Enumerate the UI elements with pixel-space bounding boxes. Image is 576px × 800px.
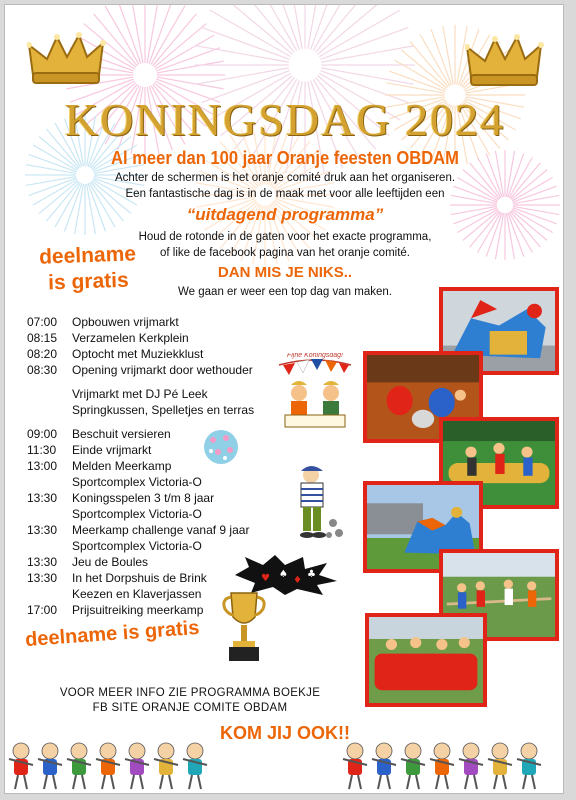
program-quote: “uitdagend programma” xyxy=(186,205,384,224)
schedule-time: 17:00 xyxy=(27,603,58,617)
schedule-time: 13:30 xyxy=(27,571,58,585)
schedule-time: 08:20 xyxy=(27,347,58,361)
intro-line: We gaan er weer een top dag van maken. xyxy=(178,286,392,298)
sack-race-photo xyxy=(365,613,487,707)
footer-info-line: FB SITE ORANJE COMITE OBDAM xyxy=(92,702,288,714)
kids-border-left xyxy=(7,737,217,794)
schedule-time: 08:15 xyxy=(27,331,58,345)
schedule-desc: Sportcomplex Victoria-O xyxy=(72,539,202,553)
schedule-desc: Melden Meerkamp xyxy=(72,459,172,473)
schedule-desc: Prijsuitreiking meerkamp xyxy=(72,603,204,617)
schedule-time: 11:30 xyxy=(27,443,57,457)
schedule-time: 13:30 xyxy=(27,491,58,505)
subtitle: Al meer dan 100 jaar Oranje feesten OBDAM xyxy=(111,148,459,168)
schedule-desc: Einde vrijmarkt xyxy=(72,443,152,457)
schedule-desc: Sportcomplex Victoria-O xyxy=(72,507,202,521)
svg-text:♦: ♦ xyxy=(293,575,302,586)
koningsdag-sign-text: Fijne Koningsdag! xyxy=(286,353,344,359)
intro-line: Houd de rotonde in de gaten voor het exacte programma, xyxy=(138,231,432,243)
schedule-time: 13:00 xyxy=(27,459,58,473)
schedule-desc: In het Dorpshuis de Brink xyxy=(72,571,207,585)
call-to-action: KOM JIJ OOK!! xyxy=(220,723,351,743)
footer-info-line: VOOR MEER INFO ZIE PROGRAMMA BOEKJE xyxy=(59,687,321,699)
schedule-desc: Keezen en Klaverjassen xyxy=(72,587,202,601)
schedule-time: 09:00 xyxy=(27,427,58,441)
crown-right-icon xyxy=(465,33,545,89)
free-participation-badge xyxy=(32,241,144,297)
intro-line: Een fantastische dag is in de maak met voor alle leeftijden een xyxy=(125,188,445,200)
free-badge-line: deelname xyxy=(38,242,137,269)
schedule-desc: Vrijmarkt met DJ Pé Leek xyxy=(72,387,208,401)
kids-border-right xyxy=(341,737,563,794)
schedule-desc: Springkussen, Spelletjes en terras xyxy=(72,403,255,417)
crown-left-icon xyxy=(27,31,107,87)
intro-line: Achter de schermen is het oranje comité druk aan het organiseren. xyxy=(114,172,456,184)
svg-text:♠: ♠ xyxy=(279,569,288,580)
free-participation-note: deelname is gratis xyxy=(24,616,201,652)
schedule-desc: Koningsspelen 3 t/m 8 jaar xyxy=(72,491,215,505)
schedule-time: 07:00 xyxy=(27,315,58,329)
schedule-desc: Beschuit versieren xyxy=(72,427,171,441)
schedule-time: 13:30 xyxy=(27,555,58,569)
schedule-desc: Optocht met Muziekklust xyxy=(72,347,204,361)
schedule-desc: Meerkamp challenge vanaf 9 jaar xyxy=(72,523,250,537)
beschuit-clipart xyxy=(201,427,241,467)
schedule-time: 08:30 xyxy=(27,363,58,377)
schedule-desc: Verzamelen Kerkplein xyxy=(72,331,189,345)
schedule-desc: Jeu de Boules xyxy=(72,555,149,569)
intro-line: of like de facebook pagina van het oranje comité. xyxy=(160,247,410,259)
svg-text:♥: ♥ xyxy=(261,573,270,584)
jeu-de-boules-clipart xyxy=(287,465,347,543)
page-title: KONINGSDAG 2024 xyxy=(64,94,506,145)
svg-text:♣: ♣ xyxy=(307,569,316,580)
dont-miss-heading: DAN MIS JE NIKS.. xyxy=(217,264,353,281)
schedule-desc: Opening vrijmarkt door wethouder xyxy=(72,363,253,377)
trophy-icon xyxy=(219,587,269,665)
koningsdag-sign-clipart xyxy=(277,353,353,431)
schedule-time: 13:30 xyxy=(27,523,58,537)
schedule-desc: Opbouwen vrijmarkt xyxy=(72,315,179,329)
poster xyxy=(4,4,564,794)
free-badge-line: is gratis xyxy=(47,268,130,295)
schedule-desc: Sportcomplex Victoria-O xyxy=(72,475,202,489)
